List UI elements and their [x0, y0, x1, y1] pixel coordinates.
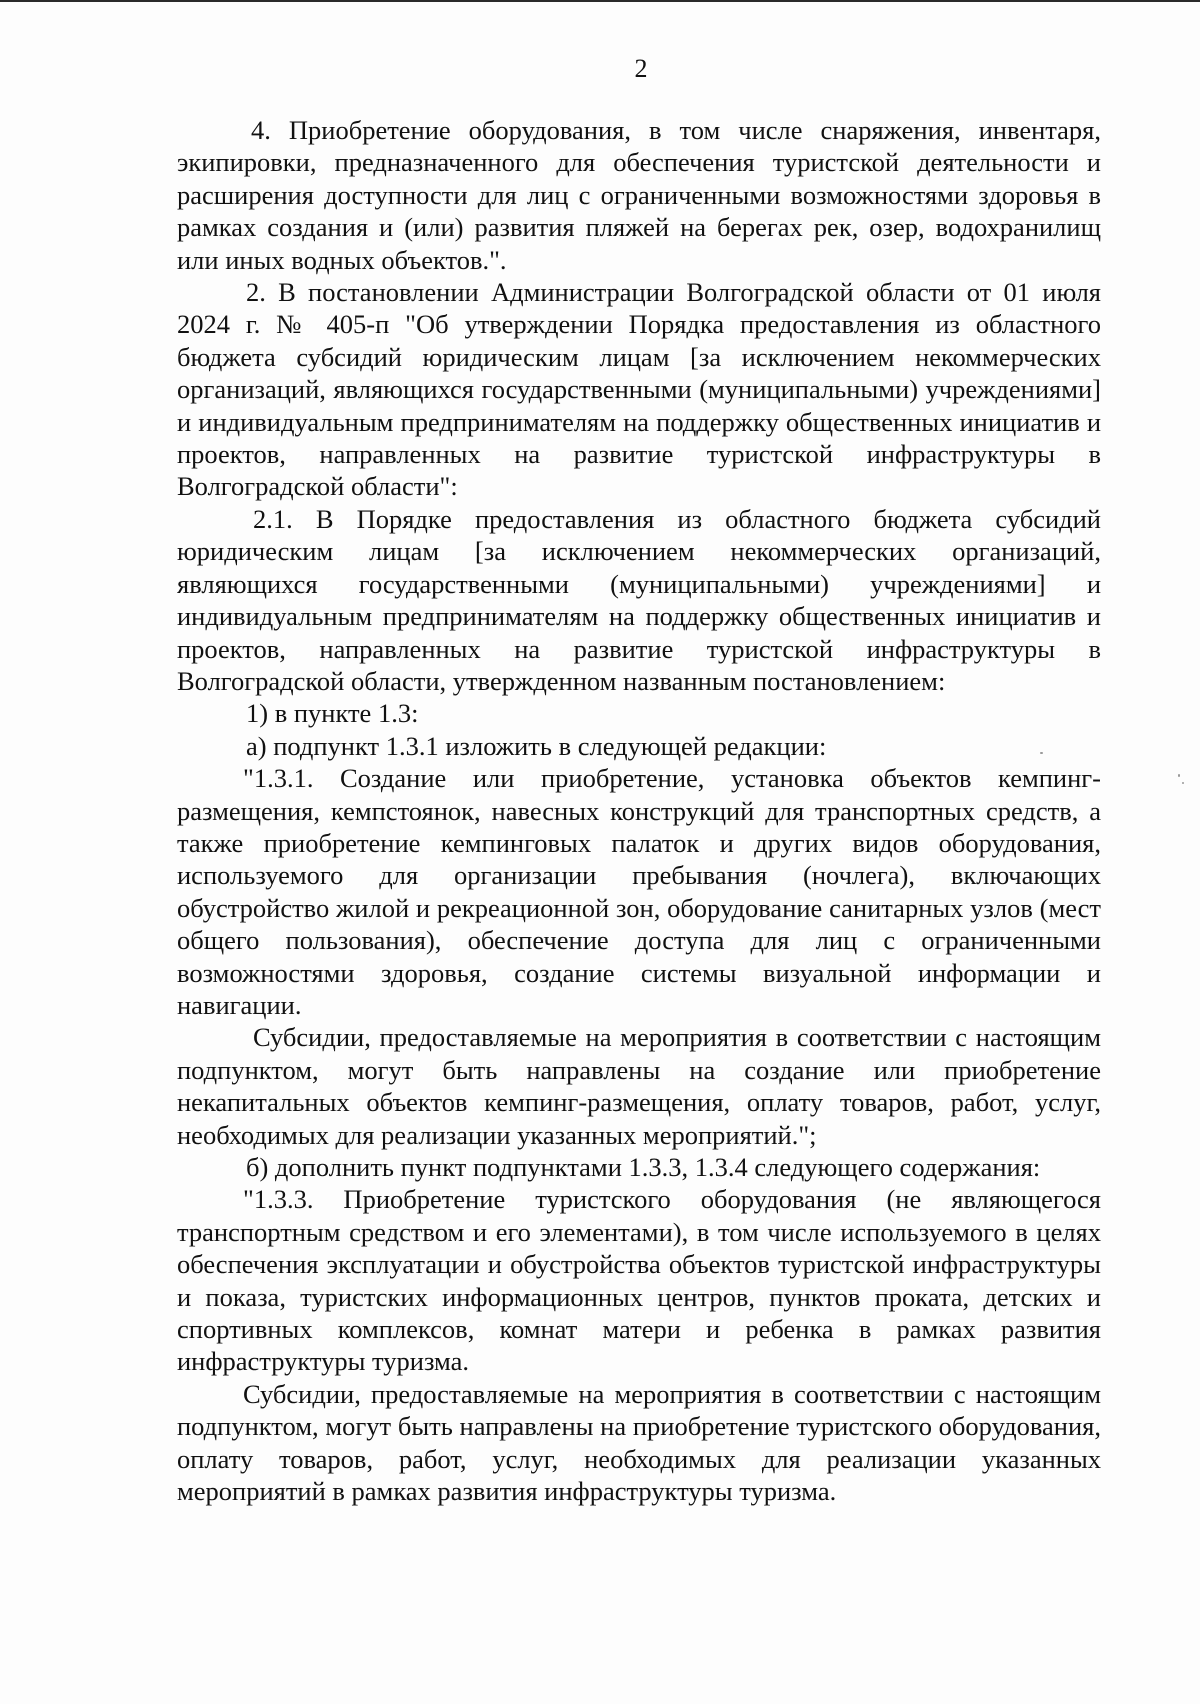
- scan-speck: [1178, 774, 1180, 777]
- document-body: [177, 114, 1101, 1507]
- paragraph-subitem-b: б) дополнить пункт подпунктами 1.3.3, 1.3.4 следующего содержания:: [246, 1152, 1041, 1182]
- paragraph-subsidies-2: Субсидии, предоставляемые на мероприятия в соответствии с настоящим подпунктом, могут быть направлены на приобретение туристского оборудования, оплату товаров, работ, услуг, необходимых для реализации указанных мероприятий в рамках развития инфраструктуры туризма.: [177, 1378, 1101, 1507]
- scan-speck: [1182, 782, 1184, 784]
- paragraph-section-2-1: 2.1. В Порядке предоставления из областного бюджета субсидий юридическим лицам [за исключением некоммерческих организаций, являющихся государственными (муниципальными) учреждениями] и индивидуальным предпринимателям на поддержку общественных инициатив и проектов, направленных на развитие туристской инфраструктуры в Волгоградской области, утвержденном названным постановлением:: [177, 503, 1101, 696]
- page-top-edge: [0, 0, 1200, 2]
- paragraph-item-4: 4. Приобретение оборудования, в том числе снаряжения, инвентаря, экипировки, предназначенного для обеспечения туристской деятельности и расширения доступности для лиц с ограниченными возможностями здоровья в рамках создания и (или) развития пляжей на берегах рек, озер, водохранилищ или иных водных объектов.".: [177, 115, 1101, 275]
- paragraph-section-2: 2. В постановлении Администрации Волгоградской области от 01 июля 2024 г. № 405-п "Об утверждении Порядка предоставления из областного бюджета субсидий юридическим лицам [за исключением некоммерческих организаций, являющихся государственными (муниципальными) учреждениями] и индивидуальным предпринимателям на поддержку общественных инициатив и проектов, направленных на развитие туристской инфраструктуры в Волгоградской области":: [177, 277, 1101, 502]
- paragraph-subitem-a: а) подпункт 1.3.1 изложить в следующей редакции:: [246, 730, 827, 761]
- paragraph-quote-1-3-1: "1.3.1. Создание или приобретение, установка объектов кемпинг-размещения, кемпстоянок, навесных конструкций для транспортных средств, а также приобретение кемпинговых палаток и других видов оборудования, используемого для организации пребывания (ночлега), включающих обустройство жилой и рекреационной зон, оборудование санитарных узлов (мест общего пользования), обеспечение доступа для лиц с ограниченными возможностями здоровья, создание системы визуальной информации и навигации.: [177, 763, 1101, 1020]
- paragraph-quote-1-3-3: "1.3.3. Приобретение туристского оборудования (не являющегося транспортным средством и его элементами), в том числе используемого в целях обеспечения эксплуатации и обустройства объектов туристской инфраструктуры и показа, туристских информационных центров, пунктов проката, детских и спортивных комплексов, комнат матери и ребенка в рамках развития инфраструктуры туризма.: [177, 1184, 1101, 1377]
- paragraph-subsidies-1: Субсидии, предоставляемые на мероприятия в соответствии с настоящим подпунктом, могут быть направлены на создание или приобретение некапитальных объектов кемпинг-размещения, оплату товаров, работ, услуг, необходимых для реализации указанных мероприятий.";: [177, 1022, 1101, 1150]
- paragraph-subitem-1: 1) в пункте 1.3:: [246, 698, 419, 729]
- scan-speck: [1040, 752, 1043, 754]
- page-number: 2: [634, 54, 648, 83]
